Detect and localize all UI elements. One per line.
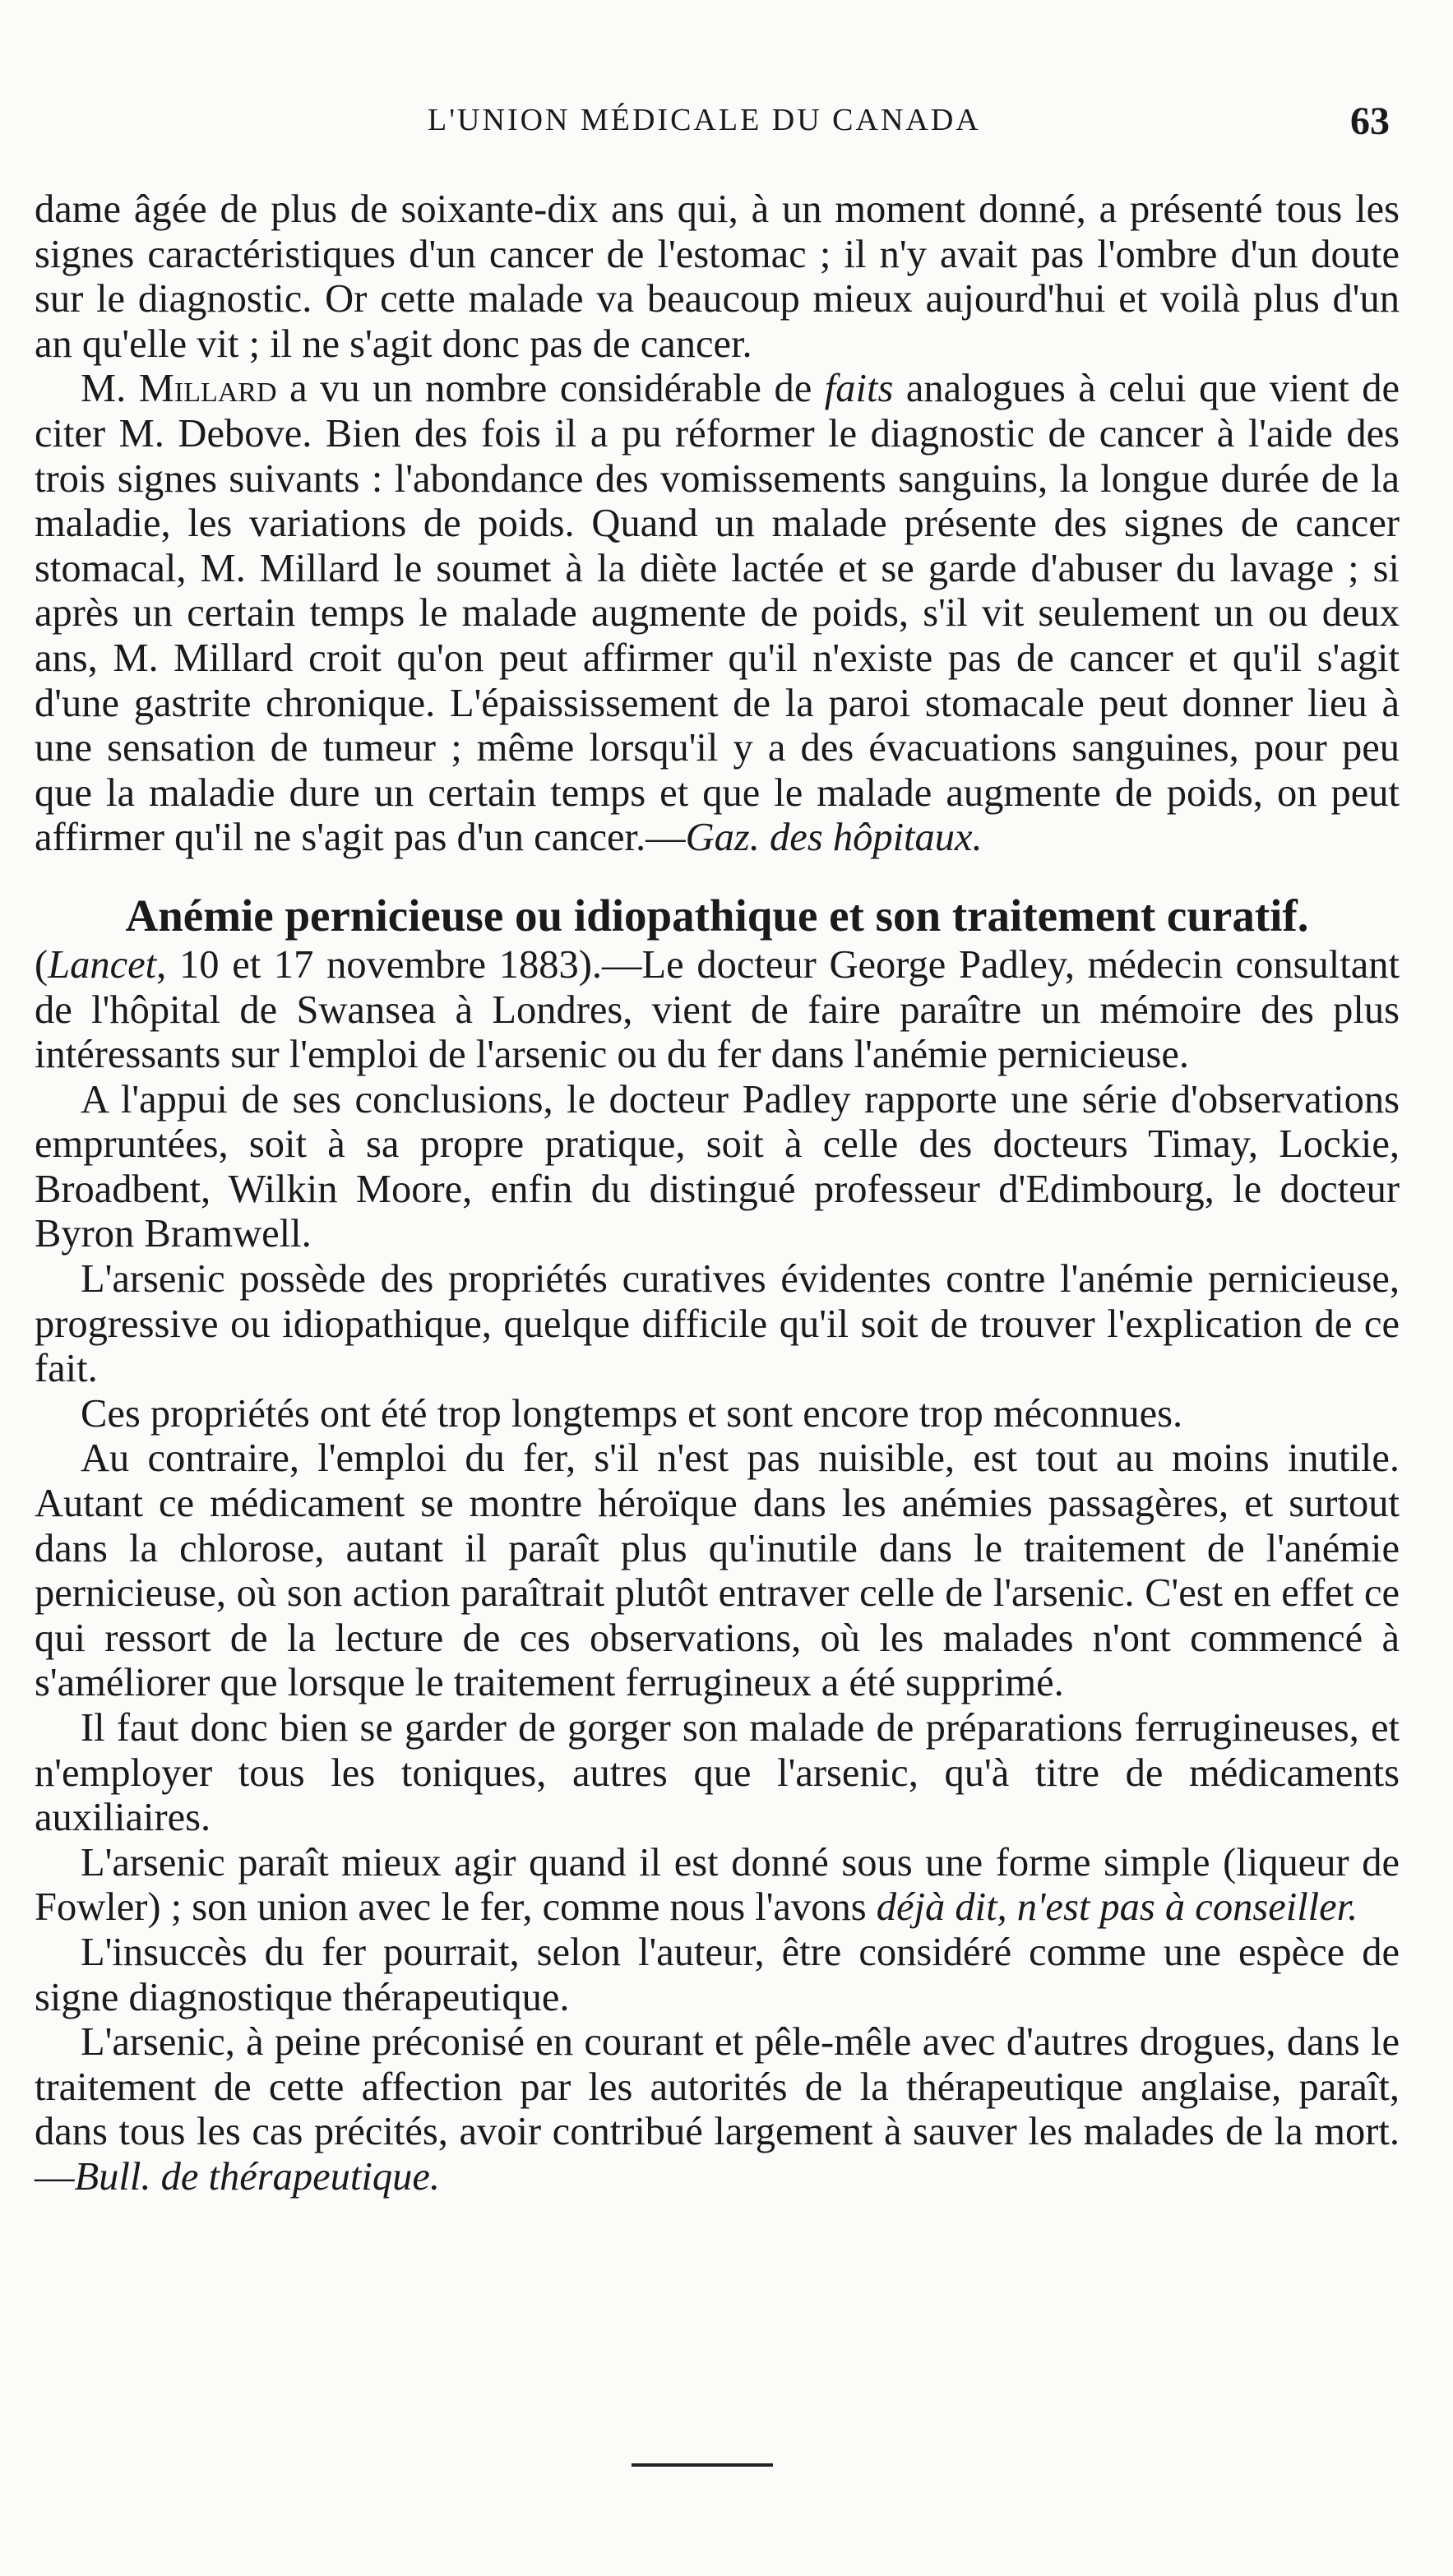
paragraph-text: L'insuccès du fer pourrait, selon l'auteur, être considéré comme une espèce de signe diagnostique thérapeutique. <box>35 1930 1400 2019</box>
paragraph <box>35 1841 1400 1931</box>
body-text <box>35 187 1400 2200</box>
paragraph <box>35 367 1400 861</box>
paragraph <box>35 2020 1400 2199</box>
paragraph <box>35 1078 1400 1257</box>
paragraph-text: , 10 et 17 novembre 1883).—Le docteur George Padley, médecin consultant de l'hôpital de Swansea à Londres, vient de faire paraître un mémoire des plus intéressants sur l'emploi de l'arsenic ou du fer dans l'anémie pernicieuse. <box>35 942 1400 1077</box>
paragraph-text: L'arsenic, à peine préconisé en courant et pêle-mêle avec d'autres drogues, dans le traitement de cette affection par les autorités de la thérapeutique anglaise, paraît, dans tous les cas précités, avoir contribué largement à sauver les malades de la mort.— <box>35 2020 1400 2199</box>
paragraph-text: L'arsenic possède des propriétés curatives évidentes contre l'anémie pernicieuse, progressive ou idiopathique, quelque difficile qu'il soit de trouver l'explication de ce fait. <box>35 1257 1400 1391</box>
paragraph <box>35 1257 1400 1392</box>
end-rule <box>632 2463 773 2467</box>
paragraph <box>35 187 1400 367</box>
italic-text: faits <box>824 367 894 411</box>
source-citation: Bull. de thérapeutique. <box>74 2154 440 2199</box>
paragraph <box>35 1931 1400 2020</box>
source-citation: Gaz. des hôpitaux. <box>685 816 983 860</box>
paragraph-text: a vu un nombre considérable de <box>276 367 825 411</box>
page-number: 63 <box>1350 99 1390 143</box>
paragraph-text: Au contraire, l'emploi du fer, s'il n'est pas nuisible, est tout au moins inutile. Autant ce médicament se montre héroïque dans les anémies passagères, et surtout dans la chlorose, autant il paraît plus qu'inutile dans le traitement de l'anémie pernicieuse, où son action paraîtrait plutôt entraver celle de l'arsenic. C'est en effet ce qui ressort de la lecture de ces observations, où les malades n'ont commencé à s'améliorer que lorsque le traitement ferrugineux a été supprimé. <box>35 1436 1400 1705</box>
paragraph: (Lancet, 10 et 17 novembre 1883).—Le docteur George Padley, médecin consultant de l'hôpital de Swansea à Londres, vient de faire paraître un mémoire des plus intéressants sur l'emploi de l'arsenic ou du fer dans l'anémie pernicieuse. <box>35 942 1400 1077</box>
paragraph-text: analogues à celui que vient de citer M. Debove. Bien des fois il a pu réformer le diagnostic de cancer à l'aide des trois signes suivants : l'abondance des vomissements sanguins, la longue durée de la maladie, les variations de poids. Quand un malade présente des signes de cancer stomacal, M. Millard le soumet à la diète lactée et se garde d'abuser du lavage ; si après un certain temps le malade augmente de poids, s'il vit seulement un ou deux ans, M. Millard croit qu'on peut affirmer qu'il n'existe pas de cancer et qu'il s'agit d'une gastrite chronique. L'épaississement de la paroi stomacale peut donner lieu à une sensation de tumeur ; même lorsqu'il y a des évacuations sanguines, pour peu que la maladie dure un certain temps et que le malade augmente de poids, on peut affirmer qu'il ne s'agit pas d'un cancer.— <box>35 367 1400 860</box>
running-title: L'UNION MÉDICALE DU CANADA <box>428 103 981 137</box>
speaker-name: M. Millard <box>81 367 277 411</box>
paragraph-text: A l'appui de ses conclusions, le docteur Padley rapporte une série d'observations empruntées, soit à sa propre pratique, soit à celle des docteurs Timay, Lockie, Broadbent, Wilkin Moore, enfin du distingué professeur d'Edimbourg, le docteur Byron Bramwell. <box>35 1077 1400 1256</box>
paragraph <box>35 1706 1400 1841</box>
article-title: Anémie pernicieuse ou idiopathique et son traitement curatif. <box>125 890 1309 941</box>
paragraph-text: Ces propriétés ont été trop longtemps et sont encore trop méconnues. <box>81 1391 1183 1436</box>
paragraph <box>35 1392 1400 1437</box>
page-header <box>0 99 1453 151</box>
paragraph <box>35 1436 1400 1706</box>
paragraph-text: Il faut donc bien se garder de gorger son malade de préparations ferrugineuses, et n'employer tous les toniques, autres que l'arsenic, qu'à titre de médicaments auxiliaires. <box>35 1706 1400 1840</box>
paragraph-text: L'arsenic paraît mieux agir quand il est donné sous une forme simple (liqueur de Fowler) ; son union avec le fer, comme nous l'avons <box>35 1840 1400 1930</box>
source-citation: Lancet <box>48 942 157 987</box>
paragraph-text: dame âgée de plus de soixante-dix ans qui, à un moment donné, a présenté tous les signes caractéristiques d'un cancer de l'estomac ; il n'y avait pas l'ombre d'un doute sur le diagnostic. Or cette malade va beaucoup mieux aujourd'hui et voilà plus d'un an qu'elle vit ; il ne s'agit donc pas de cancer. <box>35 187 1400 366</box>
italic-text: déjà dit, n'est pas à conseiller. <box>876 1885 1358 1930</box>
